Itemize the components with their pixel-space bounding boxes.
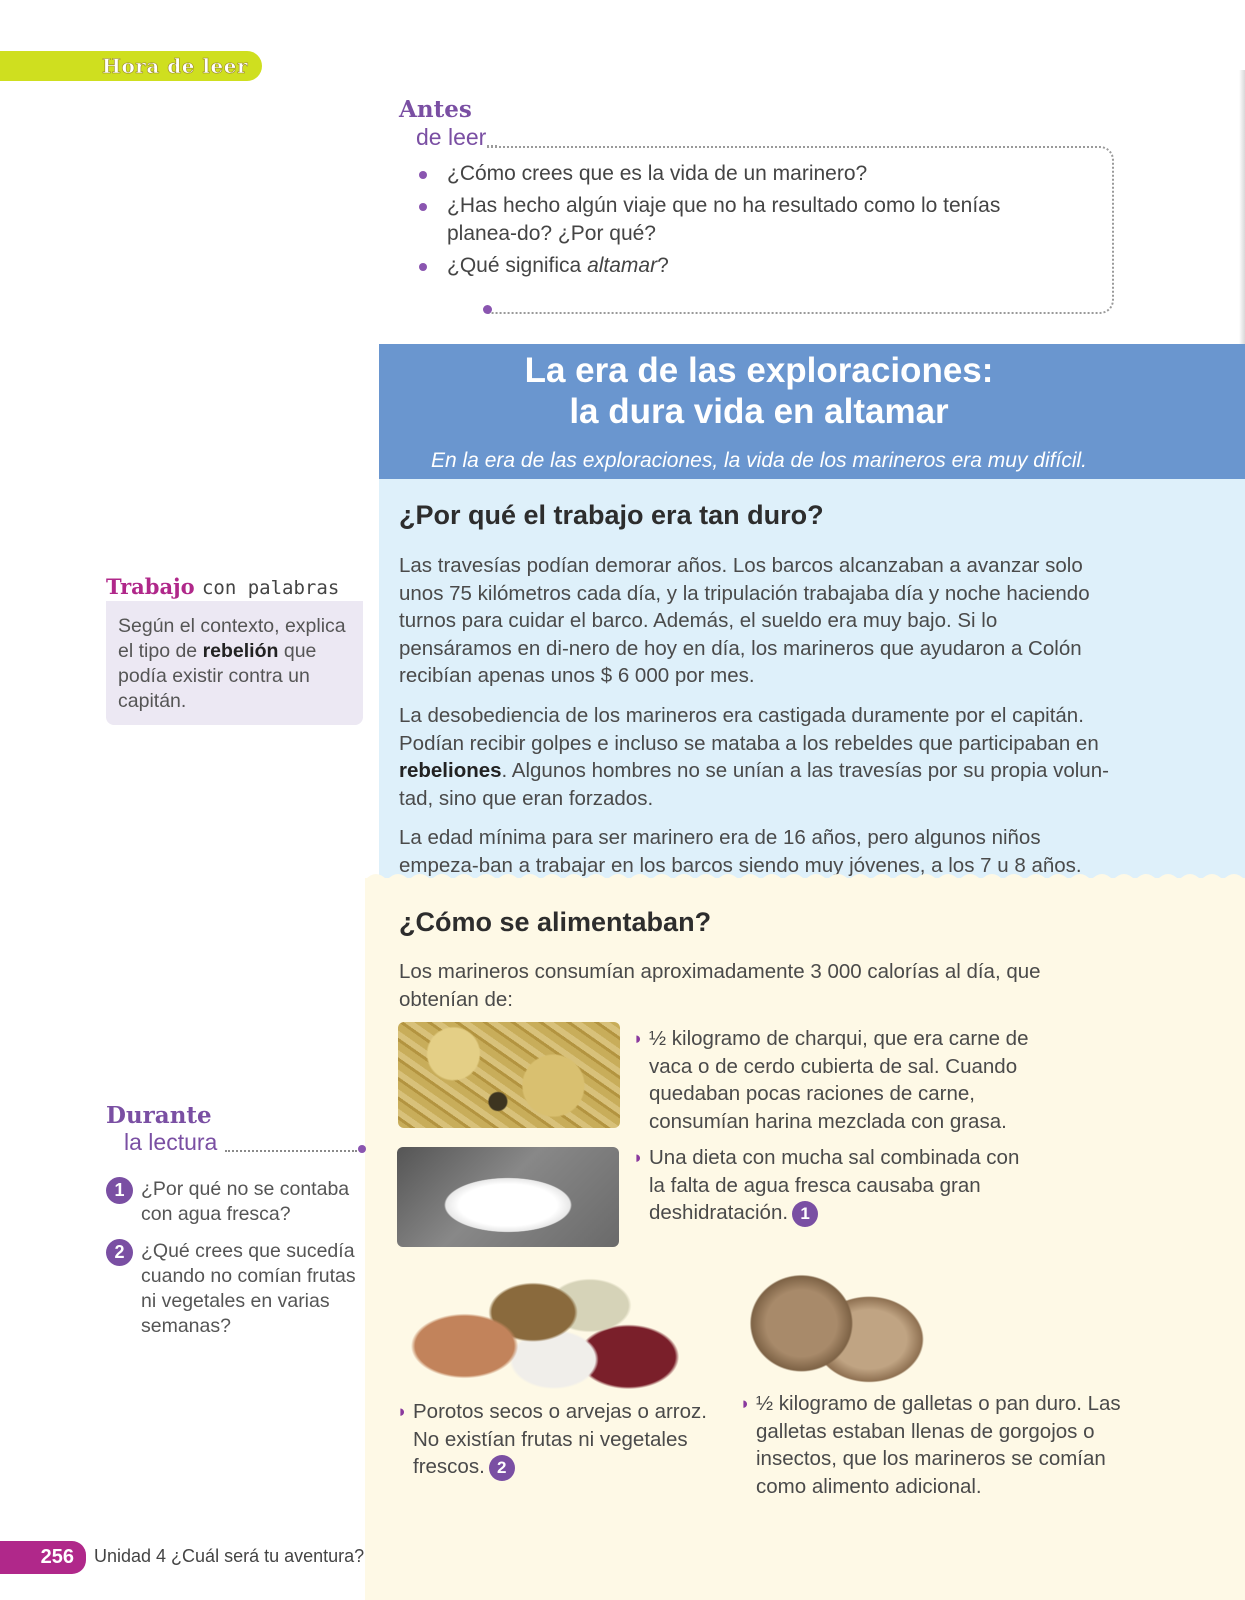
during-reading-title: Durante xyxy=(106,1102,212,1129)
section-tab xyxy=(0,51,262,81)
paragraph: La edad mínima para ser marinero era de 16 años, pero algunos niños empeza-ban a trabajar en los barcos siendo muy jóvenes, a los 7 u 8 años. xyxy=(399,826,1082,877)
unit-label: Unidad 4 ¿Cuál será tu aventura? xyxy=(94,1546,365,1566)
section-food-heading: ¿Cómo se alimentaban? xyxy=(399,907,712,937)
word-work-title: Trabajo con palabras xyxy=(106,574,340,599)
before-reading-connector xyxy=(487,145,497,147)
bullet-icon xyxy=(419,203,427,211)
question-badge-1: 1 xyxy=(792,1201,818,1227)
dotted-divider xyxy=(225,1150,357,1152)
question-badge-2: 2 xyxy=(489,1455,515,1481)
before-reading-subtitle: de leer xyxy=(416,124,487,150)
paragraph: Los marineros consumían aproximadamente 3 000 calorías al día, que obtenían de: xyxy=(399,960,1041,1011)
arrow-bullet-icon: ◗ xyxy=(633,1148,644,1167)
question-altamar: ¿Qué significa altamar? xyxy=(447,254,669,277)
question-number: 1 xyxy=(106,1177,133,1204)
bread-photo xyxy=(748,1268,926,1391)
keyword-rebeliones: rebeliones xyxy=(399,759,502,782)
paragraph: La desobediencia de los marineros era castigada duramente por el capitán. Podían recibir golpes e incluso se mataba a los rebeldes que participaban en rebeliones. Algunos hombres no se unían a las travesías por su propia volun-tad, sino que eran forzados. xyxy=(399,704,1109,810)
article-subtitle: En la era de las exploraciones, la vida de los marineros era muy difícil. xyxy=(431,449,1087,472)
bullet-icon xyxy=(419,171,427,179)
list-item xyxy=(415,252,1075,280)
arrow-bullet-icon: ◗ xyxy=(633,1029,644,1048)
arrow-bullet-icon: ◗ xyxy=(740,1394,751,1413)
section-work-heading: ¿Por qué el trabajo era tan duro? xyxy=(399,500,824,530)
section-tab-label: Hora de leer xyxy=(102,54,248,78)
beans-photo xyxy=(405,1265,703,1400)
before-reading-title: Antes xyxy=(399,96,472,123)
food-item: ◗ ½ kilogramo de galletas o pan duro. Las galletas estaban llenas de gorgojos o insectos, que los marineros se comían como alimento adicional. xyxy=(740,1392,1121,1498)
bullet-dot-icon xyxy=(358,1145,366,1153)
charqui-photo xyxy=(398,1022,620,1128)
during-question: ¿Por qué no se contaba con agua fresca? xyxy=(141,1178,350,1225)
bullet-icon xyxy=(419,263,427,271)
food-item: ◗ Una dieta con mucha sal combinada con la falta de agua fresca causaba gran deshidratación. 1 xyxy=(649,1144,1039,1227)
wavy-divider xyxy=(365,868,1245,890)
food-item: ◗ Porotos secos o arvejas o arroz. No existían frutas ni vegetales frescos. 2 xyxy=(413,1398,718,1481)
during-question: ¿Qué crees que sucedía cuando no comían frutas ni vegetales en varias semanas? xyxy=(141,1240,356,1337)
question-number: 2 xyxy=(106,1239,133,1266)
list-item: ¿Has hecho algún viaje que no ha resultado como lo tenías planea-do? ¿Por qué? xyxy=(415,192,1075,248)
list-item: ¿Cómo crees que es la vida de un marinero? xyxy=(415,160,1075,188)
bullet-dot-icon xyxy=(483,305,492,314)
arrow-bullet-icon: ◗ xyxy=(397,1402,408,1421)
word-work-text: Según el contexto, explica el tipo de rebelión que podía existir contra un capitán. xyxy=(118,615,346,712)
article-title: La era de las exploraciones: la dura vida en altamar xyxy=(524,351,994,431)
before-reading-questions xyxy=(415,160,1075,284)
food-item: ◗ ½ kilogramo de charqui, que era carne de vaca o de cerdo cubierta de sal. Cuando quedaban pocas raciones de carne, consumían harina mezclada con grasa. xyxy=(633,1027,1029,1133)
page-number: 256 xyxy=(0,1541,86,1574)
during-reading-subtitle: la lectura xyxy=(124,1129,218,1155)
keyword-rebelion: rebelión xyxy=(202,640,279,662)
salt-photo xyxy=(397,1147,619,1247)
paragraph: Las travesías podían demorar años. Los barcos alcanzaban a avanzar solo unos 75 kilómetros cada día, y la tripulación trabajaba día y noche haciendo turnos para cuidar el barco. Además, el sueldo era muy bajo. Si lo pensáramos en di-nero de hoy en día, los marineros que ayudaron a Colón recibían apenas unos $ 6 000 por mes. xyxy=(399,554,1090,687)
